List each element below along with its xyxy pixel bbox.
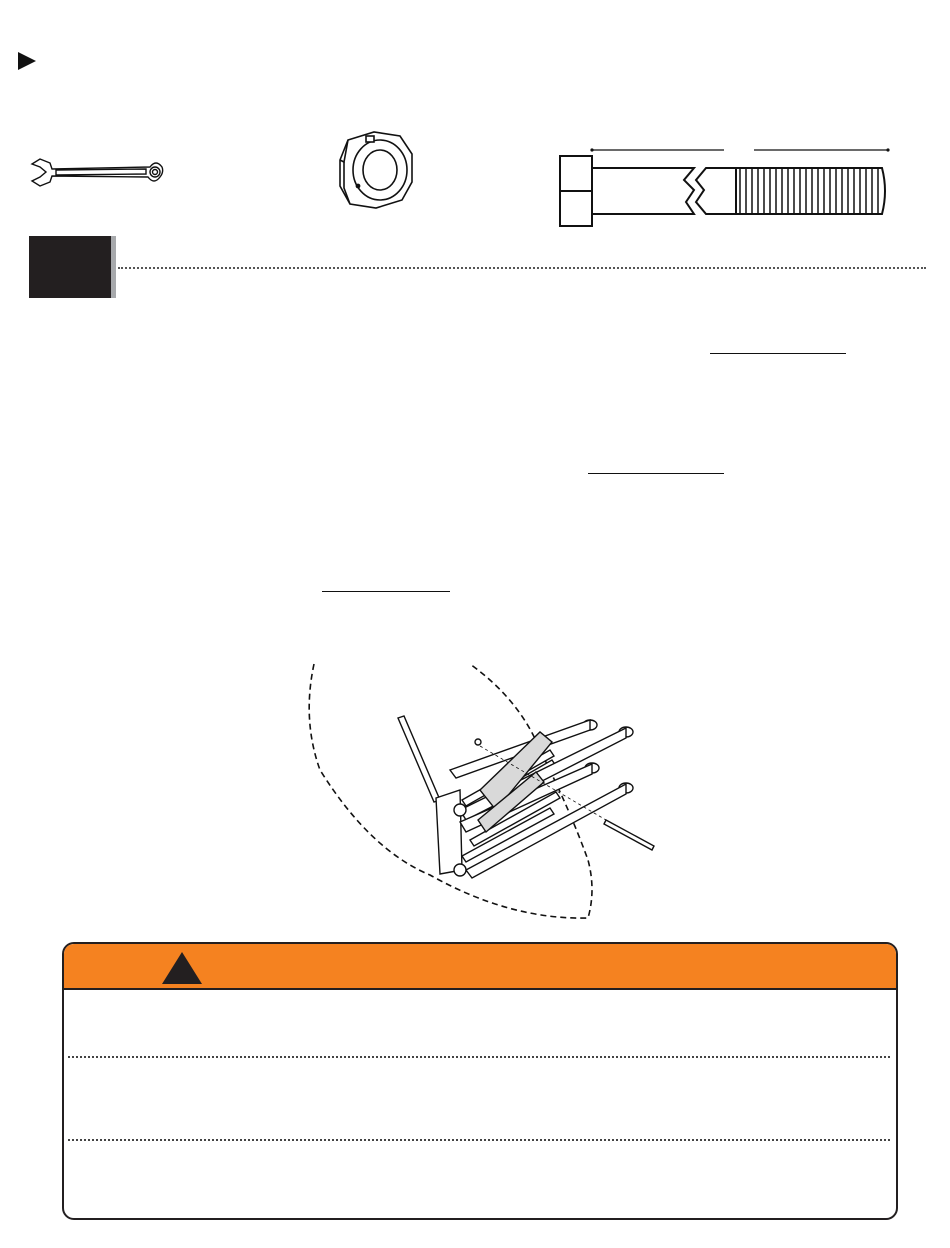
- step-number-box: [29, 236, 111, 298]
- play-arrow-icon: [18, 52, 36, 70]
- warning-header-bar: [64, 944, 896, 990]
- hex-bolt-icon: [556, 140, 896, 230]
- dotted-divider: [118, 267, 926, 269]
- warning-triangle-icon: [160, 950, 204, 986]
- warning-panel: [62, 942, 898, 1220]
- assembly-diagram-icon: [300, 660, 680, 925]
- wrench-icon: [30, 155, 164, 189]
- blank-line: [588, 473, 724, 474]
- blank-line: [322, 591, 450, 592]
- dotted-divider: [68, 1056, 890, 1058]
- hex-nut-icon: [334, 126, 418, 212]
- dotted-divider: [68, 1139, 890, 1141]
- blank-line: [710, 353, 846, 354]
